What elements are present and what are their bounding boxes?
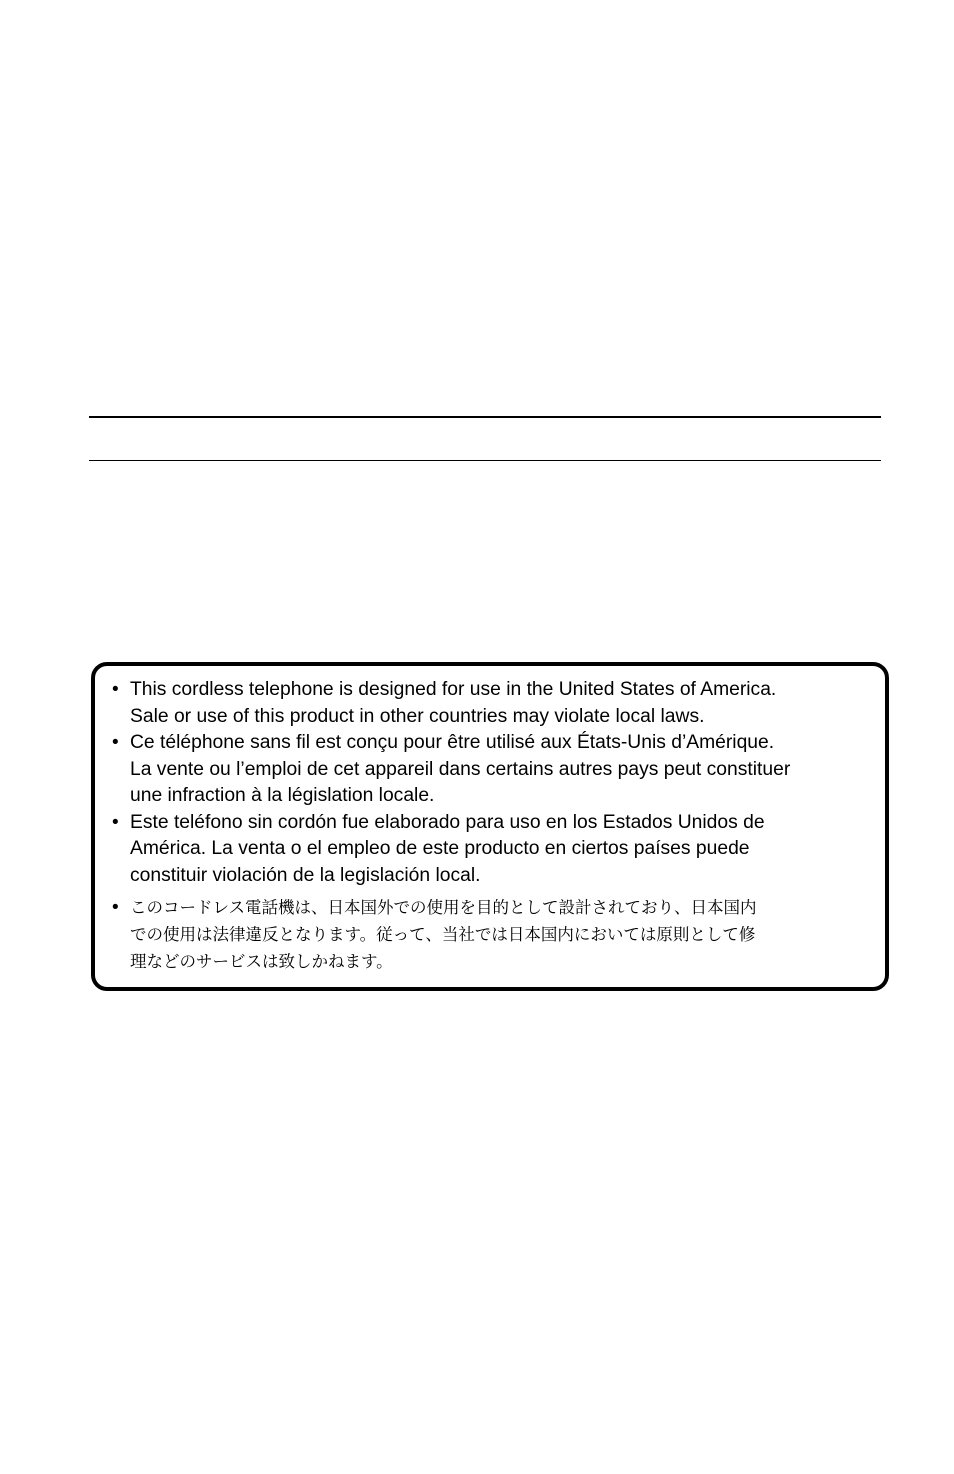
notice-line: このコードレス電話機は、日本国外での使用を目的として設計されており、日本国内 xyxy=(130,898,757,917)
bullet-icon: • xyxy=(112,679,119,700)
notice-line: 理などのサービスは致しかねます。 xyxy=(130,952,393,971)
notice-line: La vente ou l’emploi de cet appareil dans certains autres pays peut constituer xyxy=(130,758,791,780)
notice-line: América. La venta o el empleo de este producto en ciertos países puede xyxy=(130,838,750,859)
notice-line: Este teléfono sin cordón fue elaborado para uso en los Estados Unidos de xyxy=(130,811,765,833)
notice-line: Sale or use of this product in other countries may violate local laws. xyxy=(130,705,705,727)
notice-item-english xyxy=(112,677,887,730)
notice-item-french xyxy=(112,730,887,810)
legal-notice-list xyxy=(112,677,887,975)
notice-line: This cordless telephone is designed for use in the United States of America. xyxy=(130,679,777,700)
header-rule-bottom xyxy=(89,460,881,461)
header-rule-top xyxy=(89,416,881,418)
bullet-icon: • xyxy=(112,811,119,833)
notice-line: Ce téléphone sans fil est conçu pour être utilisé aux États-Unis d’Amérique. xyxy=(130,732,775,753)
notice-item-japanese xyxy=(112,894,887,975)
notice-item-spanish xyxy=(112,810,887,890)
bullet-icon: • xyxy=(112,897,119,918)
bullet-icon: • xyxy=(112,732,119,753)
notice-line: constituir violación de la legislación local. xyxy=(130,864,481,886)
notice-line: une infraction à la législation locale. xyxy=(130,785,435,806)
notice-line: での使用は法律違反となります。従って、当社では日本国内においては原則として修 xyxy=(130,925,756,944)
